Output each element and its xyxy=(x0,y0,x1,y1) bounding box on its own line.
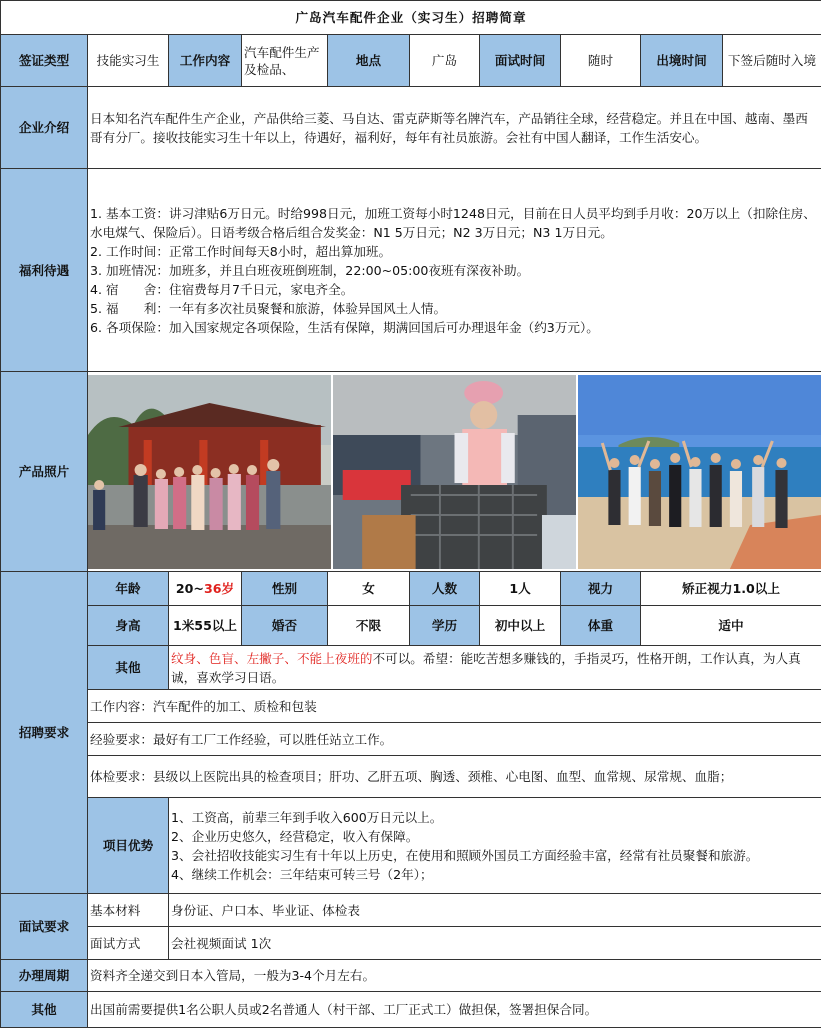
page-title: 广岛汽车配件企业（实习生）招聘简章 xyxy=(1,1,821,35)
interview-time-value: 随时 xyxy=(561,35,641,87)
headcount-label: 人数 xyxy=(410,572,480,606)
height-value: 1米55以上 xyxy=(169,606,242,646)
advantage-item: 3、会社招收技能实习生有十年以上历史，在使用和照顾外国员工方面经验丰富，经常有社员聚餐和旅游。 xyxy=(171,847,759,863)
visa-type-value: 技能实习生 xyxy=(88,35,169,87)
benefits-list xyxy=(88,169,821,372)
photos-cell xyxy=(88,372,821,572)
height-label: 身高 xyxy=(88,606,169,646)
materials-label: 基本材料 xyxy=(88,894,169,927)
gender-label: 性别 xyxy=(242,572,328,606)
interview-time-label: 面试时间 xyxy=(480,35,561,87)
advantage-item: 2、企业历史悠久，经营稳定，收入有保障。 xyxy=(171,828,419,844)
education-label: 学历 xyxy=(410,606,480,646)
marital-status-label: 婚否 xyxy=(242,606,328,646)
other-label: 其他 xyxy=(1,992,88,1028)
benefit-item: 1. 基本工资：讲习津贴6万日元。时给998日元，加班工资每小时1248日元，目前在日人员平均到手月收：20万以上（扣除住房、水电煤气、保险后）。日语考级合格后组合发奖金：N1 5万日元；N2 3万日元；N3 1万日元。 xyxy=(90,205,816,240)
vision-label: 视力 xyxy=(561,572,641,606)
departure-time-value: 下签后随时入境 xyxy=(723,35,821,87)
advantage-item: 1、工资高，前辈三年到手收入600万日元以上。 xyxy=(171,809,443,825)
advantage-item: 4、继续工作机会：三年结束可转三号（2年）； xyxy=(171,866,433,882)
work-content-value: 汽车配件生产及检品、 xyxy=(242,35,328,87)
location-value: 广岛 xyxy=(410,35,480,87)
age-value xyxy=(169,572,242,606)
beach-group-photo xyxy=(578,375,821,569)
company-intro-text: 日本知名汽车配件生产企业，产品供给三菱、马自达、雷克萨斯等名牌汽车，产品销往全球，经营稳定。并且在中国、越南、墨西哥有分厂。接收技能实习生十年以上，待遇好，福利好，每年有社员旅游。会社有中国人翻译，工作生活安心。 xyxy=(88,87,821,169)
physical-exam-req: 体检要求：县级以上医院出具的检查项目；肝功、乙肝五项、胸透、颈椎、心电图、血型、血常规、尿常规、血脂； xyxy=(88,756,821,798)
other-text: 出国前需要提供1名公职人员或2名普通人（村干部、工厂正式工）做担保，签署担保合同。 xyxy=(88,992,821,1028)
benefit-item: 2. 工作时间：正常工作时间每天8小时，超出算加班。 xyxy=(90,243,392,259)
materials-value: 身份证、户口本、毕业证、体检表 xyxy=(169,894,821,927)
work-content-label: 工作内容 xyxy=(169,35,242,87)
factory-worker-photo xyxy=(333,375,576,569)
other-req-rest: 不可以。希望：能吃苦想多赚钱的，手指灵巧，性格开朗，工作认真，为人真诚，喜欢学习日语。 xyxy=(171,650,801,685)
other-req-text xyxy=(169,646,821,690)
advantages-label: 项目优势 xyxy=(88,798,169,894)
age-min: 20~ xyxy=(175,581,204,596)
benefit-item: 4. 宿 舍：住宿费每月7千日元，家电齐全。 xyxy=(90,281,354,297)
advantages-list xyxy=(169,798,821,894)
company-intro-label: 企业介绍 xyxy=(1,87,88,169)
headcount-value: 1人 xyxy=(480,572,561,606)
experience-req: 经验要求：最好有工厂工作经验，可以胜任站立工作。 xyxy=(88,723,821,756)
period-label: 办理周期 xyxy=(1,960,88,992)
interview-method-value: 会社视频面试 1次 xyxy=(169,927,821,960)
other-req-excluded: 纹身、色盲、左撇子、不能上夜班的 xyxy=(171,650,373,666)
period-text: 资料齐全递交到日本入管局，一般为3-4个月左右。 xyxy=(88,960,821,992)
age-max: 36岁 xyxy=(203,581,235,596)
photos-label: 产品照片 xyxy=(1,372,88,572)
benefit-item: 5. 福 利：一年有多次社员聚餐和旅游，体验异国风土人情。 xyxy=(90,300,447,316)
vision-value: 矫正视力1.0以上 xyxy=(641,572,821,606)
interview-req-label: 面试要求 xyxy=(1,894,88,960)
gender-value: 女 xyxy=(328,572,410,606)
work-content-req: 工作内容：汽车配件的加工、质检和包装 xyxy=(88,690,821,723)
requirements-label: 招聘要求 xyxy=(1,572,88,894)
benefit-item: 6. 各项保险：加入国家规定各项保险，生活有保障，期满回国后可办理退年金（约3万元）。 xyxy=(90,319,599,335)
benefit-item: 3. 加班情况：加班多，并且白班夜班倒班制，22:00~05:00夜班有深夜补助。 xyxy=(90,262,530,278)
interview-method-label: 面试方式 xyxy=(88,927,169,960)
location-label: 地点 xyxy=(328,35,410,87)
photo-strip xyxy=(88,373,821,571)
departure-time-label: 出境时间 xyxy=(641,35,723,87)
benefits-label: 福利待遇 xyxy=(1,169,88,372)
weight-value: 适中 xyxy=(641,606,821,646)
age-label: 年龄 xyxy=(88,572,169,606)
shrine-group-photo xyxy=(88,375,331,569)
weight-label: 体重 xyxy=(561,606,641,646)
education-value: 初中以上 xyxy=(480,606,561,646)
visa-type-label: 签证类型 xyxy=(1,35,88,87)
other-req-label: 其他 xyxy=(88,646,169,690)
marital-status-value: 不限 xyxy=(328,606,410,646)
